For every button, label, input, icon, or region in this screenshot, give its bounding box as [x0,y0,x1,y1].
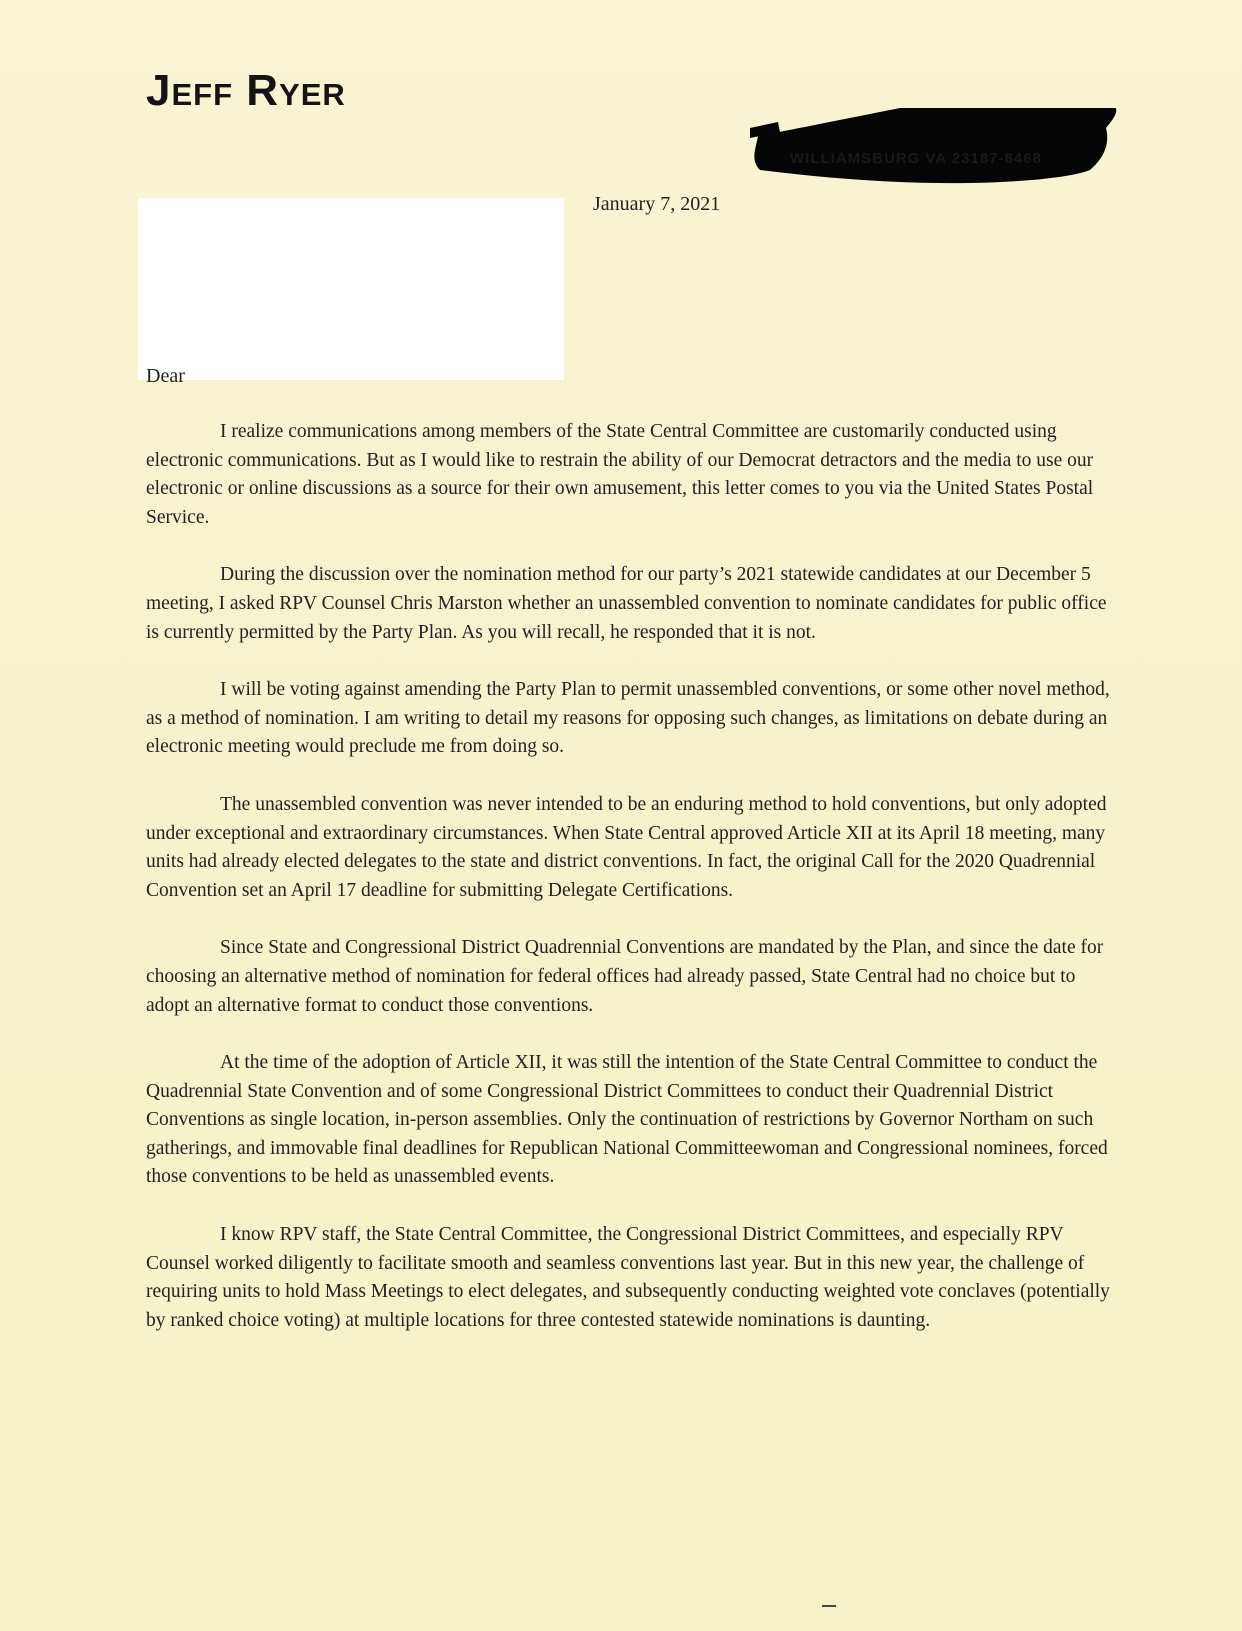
recipient-address-whiteout [138,198,564,380]
paragraph: At the time of the adoption of Article XII, it was still the intention of the State Central Committee to conduct the Quadrennial State Convention and of some Congressional District Committees to conduct their Quadrennial District Conventions as single location, in-person assemblies. Only the continuation of restrictions by Governor Northam on such gatherings, and immovable final deadlines for Republican National Committeewoman and Congressional nominees, forced those conventions to be held as unassembled events. [146,1052,1108,1188]
partial-address-text: WILLIAMSBURG VA 23187-8468 [790,150,1042,167]
letter-body [146,418,1110,1364]
letterhead-name: Jeff Ryer [146,66,346,115]
letter-date: January 7, 2021 [593,193,721,215]
paragraph: I will be voting against amending the Party Plan to permit unassembled conventions, or some other novel method, as a method of nomination. I am writing to detail my reasons for opposing such changes, as limitations on debate during an electronic meeting would preclude me from doing so. [146,679,1110,758]
paragraph: I know RPV staff, the State Central Committee, the Congressional District Committees, and especially RPV Counsel worked diligently to facilitate smooth and seamless conventions last year. But in this new year, the challenge of requiring units to hold Mass Meetings to elect delegates, and subsequently conducting weighted vote conclaves (potentially by ranked choice voting) at multiple locations for three contested statewide nominations is daunting. [146,1224,1110,1331]
page-footer-mark [822,1605,836,1607]
paragraph: I realize communications among members of the State Central Committee are customarily conducted using electronic communications. But as I would like to restrain the ability of our Democrat detractors and the media to use our electronic or online discussions as a source for their own amusement, this letter comes to you via the United States Postal Service. [146,421,1094,528]
paragraph: Since State and Congressional District Quadrennial Conventions are mandated by the Plan, and since the date for choosing an alternative method of nomination for federal offices had already passed, State Central had no choice but to adopt an alternative format to conduct those conventions. [146,937,1104,1016]
paragraph: The unassembled convention was never intended to be an enduring method to hold conventions, but only adopted under exceptional and extraordinary circumstances. When State Central approved Article XII at its April 18 meeting, many units had already elected delegates to the state and district conventions. In fact, the original Call for the 2020 Quadrennial Convention set an April 17 deadline for submitting Delegate Certifications. [146,793,1107,901]
paragraph: During the discussion over the nomination method for our party’s 2021 statewide candidates at our December 5 meeting, I asked RPV Counsel Chris Marston whether an unassembled convention to nominate candidates for public office is currently permitted by the Party Plan. As you will recall, he responded that it is not. [146,564,1107,643]
address-redaction-mark [750,108,1150,188]
salutation: Dear [146,365,185,387]
